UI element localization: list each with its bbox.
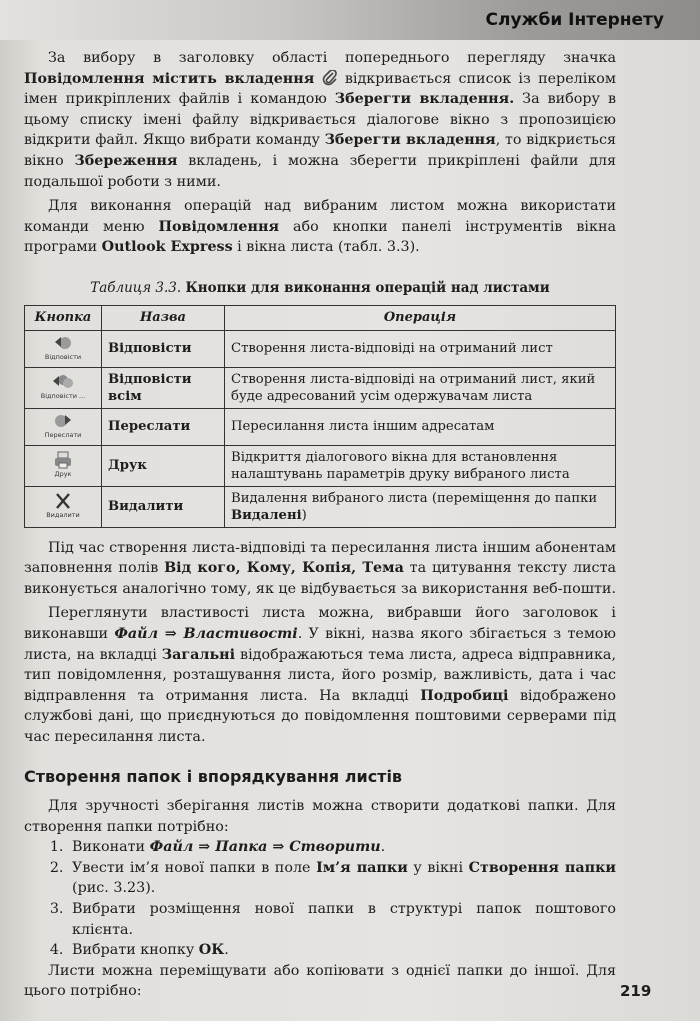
reply-icon [52, 333, 74, 353]
page-content [24, 48, 616, 1002]
delete-icon [52, 491, 74, 511]
section-heading: Створення папок і впорядкування листів [24, 767, 403, 787]
reply-button: Відповісти [31, 333, 95, 365]
table-row [25, 445, 616, 486]
table-cell-operation: Відкриття діалогового вікна для встановлення налаштувань параметрів друку вибраного листа [225, 445, 616, 486]
paragraph-properties: Переглянути властивості листа можна, вибравши його заголовок і виконавши Файл ⇒ Властивості. У вікні, назва якого збігається з темою листа, на вкладці Загальні відображаються тема листа, адреса відправника, тип повідомлення, розташування листа, його розмір, важливість, дата і час відправлення та отримання листа. На вкладці Подробиці відображено службові дані, що приєднуються до повідомлення поштовими серверами під час пересилання листа. [24, 605, 617, 745]
forward-icon [52, 411, 74, 431]
reply-all-button: Відповісти ... [31, 372, 95, 404]
paragraph-folders-intro: Для зручності зберігання листів можна створити додаткові папки. Для створення папки потрібно: [24, 798, 616, 835]
table-cell-operation: Створення листа-відповіді на отриманий лист [225, 330, 616, 367]
table-cell-operation: Пересилання листа іншим адресатам [225, 408, 616, 445]
reply-all-icon [51, 372, 75, 392]
print-button: Друк [31, 450, 95, 482]
list-item: 1. Виконати Файл ⇒ Папка ⇒ Створити. [68, 837, 616, 858]
table-cell-name: Видалити [102, 486, 225, 527]
list-item: 2. Увести ім’я нової папки в поле Ім’я папки у вікні Створення папки (рис. 3.23). [68, 858, 616, 899]
term-attachment-indicator: Повідомлення містить вкладення [24, 70, 315, 87]
list-item: 4. Вибрати кнопку ОК. [68, 940, 616, 961]
print-icon [52, 450, 74, 470]
table-cell-name: Друк [102, 445, 225, 486]
table-cell-name: Відповісти всім [102, 367, 225, 408]
header-bar [0, 0, 700, 40]
table-row [25, 367, 616, 408]
paragraph-move-copy: Листи можна переміщувати або копіювати з однієї папки до іншої. Для цього потрібно: [24, 962, 616, 1000]
table-cell-name: Відповісти [102, 330, 225, 367]
page-number: 219 [620, 982, 652, 1000]
table-header-row [25, 305, 616, 330]
table-row [25, 486, 616, 527]
list-item: 3. Вибрати розміщення нової папки в структурі папок поштового клієнта. [68, 899, 616, 940]
delete-button: Видалити [31, 491, 95, 523]
table-cell-operation: Видалення вибраного листа (переміщення до папки Видалені) [225, 486, 616, 527]
column-header: Кнопка [25, 305, 102, 330]
table-cell-operation: Створення листа-відповіді на отриманий лист, який буде адресований усім одержувачам листа [225, 367, 616, 408]
buttons-table [24, 305, 616, 528]
steps-list [24, 837, 616, 961]
paragraph-attachments: За вибору в заголовку області попереднього перегляду значка Повідомлення містить вкладення відкривається список із переліком імен прикріплених файлів і командою Зберегти вкладення. За вибору в цьому списку імені файлу відкривається діалогове вікно з пропозицією відкрити файл. Якщо вибрати команду Зберегти вкладення, то відкриється вікно Збереження вкладень, і можна зберегти прикріплені файли для подальшої роботи з ними. [24, 50, 616, 190]
table-cell-name: Переслати [102, 408, 225, 445]
column-header: Операція [225, 305, 616, 330]
paragraph-operations: Для виконання операцій над вибраним листом можна використати команди меню Повідомлення або кнопки панелі інструментів вікна програми Outlook Express і вікна листа (табл. 3.3). [24, 198, 616, 256]
forward-button: Переслати [31, 411, 95, 443]
table-caption: Таблиця 3.3. Кнопки для виконання операцій над листами [90, 279, 550, 296]
column-header: Назва [102, 305, 225, 330]
paragraph-reply-forward: Під час створення листа-відповіді та пересилання листа іншим абонентам заповнення полів Від кого, Кому, Копія, Тема та цитування тексту листа виконується аналогічно тому, як це відбувається за використання веб-пошти. [24, 539, 617, 597]
paperclip-icon [322, 70, 338, 86]
table-row [25, 408, 616, 445]
table-row [25, 330, 616, 367]
running-header-title: Служби Інтернету [485, 10, 664, 30]
